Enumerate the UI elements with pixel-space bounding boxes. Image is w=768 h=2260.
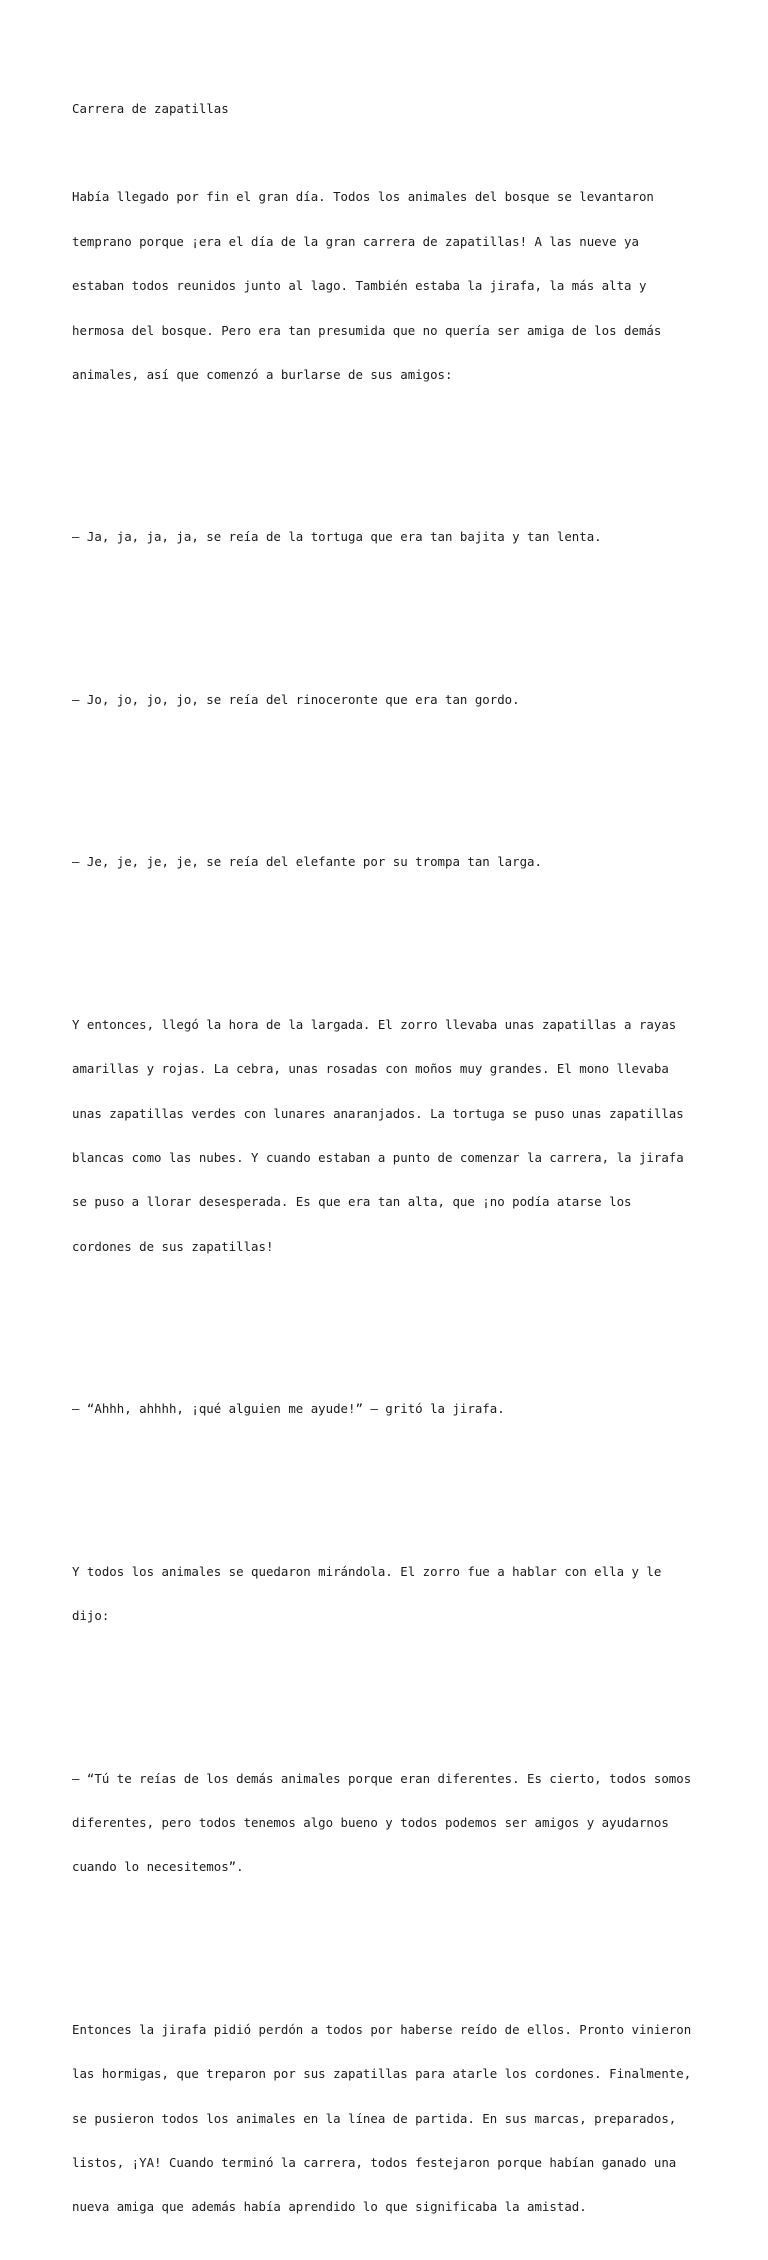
paragraph-line: animales, así que comenzó a burlarse de sus amigos: — [72, 366, 453, 382]
paragraph-line: blancas como las nubes. Y cuando estaban a punto de comenzar la carrera, la jirafa — [72, 1149, 684, 1165]
paragraph-gap — [72, 929, 702, 944]
paragraph-line: dijo: — [72, 1608, 110, 1624]
paragraph-line: Había llegado por fin el gran día. Todos los animales del bosque se levantaron — [72, 189, 654, 205]
paragraph-line: listos, ¡YA! Cuando terminó la carrera, todos festejaron porque habían ganado una — [72, 2154, 677, 2170]
paragraph-line: Y todos los animales se quedaron mirándola. El zorro fue a hablar con ella y le — [72, 1563, 662, 1579]
paragraph-line: – Jo, jo, jo, jo, se reía del rinoceronte que era tan gordo. — [72, 691, 520, 707]
paragraph-line: Y entonces, llegó la hora de la largada. El zorro llevaba unas zapatillas a rayas — [72, 1016, 677, 1032]
paragraph-gap — [72, 604, 702, 619]
paragraph-2 — [72, 501, 702, 575]
paragraph-gap — [72, 767, 702, 782]
paragraph-line: – “Ahhh, ahhhh, ¡qué alguien me ayude!” – gritó la jirafa. — [72, 1401, 505, 1417]
paragraph-8 — [72, 1742, 702, 1905]
paragraph-line: – Je, je, je, je, se reía del elefante por su trompa tan larga. — [72, 854, 542, 870]
paragraph-4 — [72, 826, 702, 900]
paragraph-line: cuando lo necesitemos”. — [72, 1859, 244, 1875]
paragraph-line: – “Tú te reías de los demás animales porque eran diferentes. Es cierto, todos somos — [72, 1770, 692, 1786]
paragraph-5 — [72, 988, 702, 1284]
paragraph-9 — [72, 1993, 702, 2245]
paragraph-7 — [72, 1535, 702, 1653]
paragraph-line: cordones de sus zapatillas! — [72, 1238, 274, 1254]
paragraph-gap — [72, 1476, 702, 1491]
paragraph-3 — [72, 663, 702, 737]
paragraph-gap — [72, 1314, 702, 1329]
paragraph-line: estaban todos reunidos junto al lago. También estaba la jirafa, la más alta y — [72, 278, 647, 294]
document-page — [72, 72, 702, 2260]
paragraph-line: amarillas y rojas. La cebra, unas rosadas con moños muy grandes. El mono llevaba — [72, 1061, 669, 1077]
paragraph-line: nueva amiga que además había aprendido lo que significaba la amistad. — [72, 2199, 587, 2215]
paragraph-line: temprano porque ¡era el día de la gran carrera de zapatillas! A las nueve ya — [72, 233, 639, 249]
paragraph-line: se pusieron todos los animales en la línea de partida. En sus marcas, preparados, — [72, 2110, 677, 2126]
paragraph-line: hermosa del bosque. Pero era tan presumida que no quería ser amiga de los demás — [72, 322, 662, 338]
paragraph-line: se puso a llorar desesperada. Es que era tan alta, que ¡no podía atarse los — [72, 1194, 632, 1210]
paragraph-gap — [72, 1683, 702, 1698]
paragraph-6 — [72, 1373, 702, 1447]
paragraph-line: – Ja, ja, ja, ja, se reía de la tortuga que era tan bajita y tan lenta. — [72, 529, 602, 545]
document-title: Carrera de zapatillas — [72, 100, 229, 116]
paragraph-line: Entonces la jirafa pidió perdón a todos por haberse reído de ellos. Pronto vinieron — [72, 2021, 692, 2037]
paragraph-line: diferentes, pero todos tenemos algo bueno y todos podemos ser amigos y ayudarnos — [72, 1814, 669, 1830]
paragraph-gap — [72, 1934, 702, 1949]
paragraph-line: las hormigas, que treparon por sus zapatillas para atarle los cordones. Finalmente, — [72, 2066, 692, 2082]
paragraph-gap — [72, 442, 702, 457]
paragraph-line: unas zapatillas verdes con lunares anaranjados. La tortuga se puso unas zapatillas — [72, 1105, 684, 1121]
paragraph-1 — [72, 161, 702, 413]
